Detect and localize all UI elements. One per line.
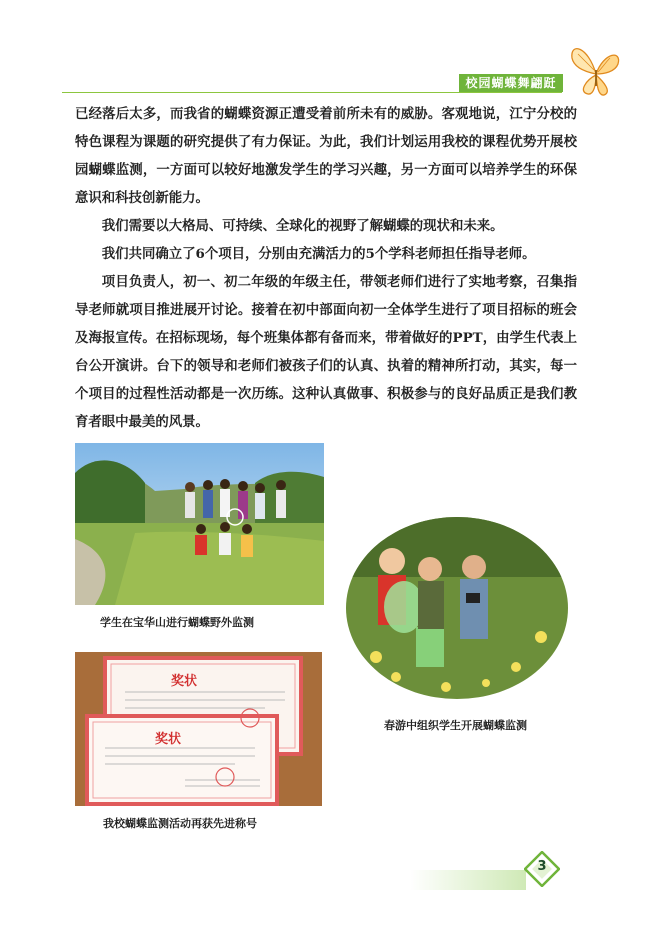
section-title: 校园蝴蝶舞翩跹 [459,74,563,92]
body-paragraph: 项目负责人，初一、初二年级的年级主任，带领老师们进行了实地考察，召集指导老师就项目推进展开讨论。接着在初中部面向初一全体学生进行了项目招标的班会及海报宣传。在招标现场，每个班集体都有备而来，带着做好的PPT，由学生代表上台公开演讲。台下的领导和老师们被孩子们的认真、执着的精神所打动，其实，每一个项目的过程性活动都是一次历练。这种认真做事、积极参与的良好品质正是我们教育者眼中最美的风景。 [75,274,577,430]
spring-photo-caption: 春游中组织学生开展蝴蝶监测 [384,719,527,732]
field-monitoring-photo [75,443,324,605]
certificate-caption: 我校蝴蝶监测活动再获先进称号 [103,817,257,830]
certificate-title: 奖状 [171,674,198,689]
field-photo-caption: 学生在宝华山进行蝴蝶野外监测 [100,616,254,629]
certificate-photo [75,652,322,806]
header-rule [62,92,562,93]
spring-outing-photo [346,517,568,699]
body-paragraph: 已经落后太多，而我省的蝴蝶资源正遭受着前所未有的威胁。客观地说，江宁分校的特色课程为课题的研究提供了有力保证。为此，我们计划运用我校的课程优势开展校园蝴蝶监测，一方面可以较好地激发学生的学习兴趣，另一方面可以培养学生的环保意识和科技创新能力。 [75,106,577,206]
body-paragraph: 我们共同确立了6个项目，分别由充满活力的5个学科老师担任指导老师。 [101,246,536,262]
field-photo-illustration [75,443,324,605]
certificate-title: 奖状 [155,732,182,747]
butterfly-icon [566,40,624,100]
body-paragraph: 我们需要以大格局、可持续、全球化的视野了解蝴蝶的现状和未来。 [101,218,504,234]
spring-photo-illustration [346,517,568,699]
certificate-illustration [75,652,322,806]
footer-bar [410,870,526,890]
page-number: 3 [537,859,547,874]
